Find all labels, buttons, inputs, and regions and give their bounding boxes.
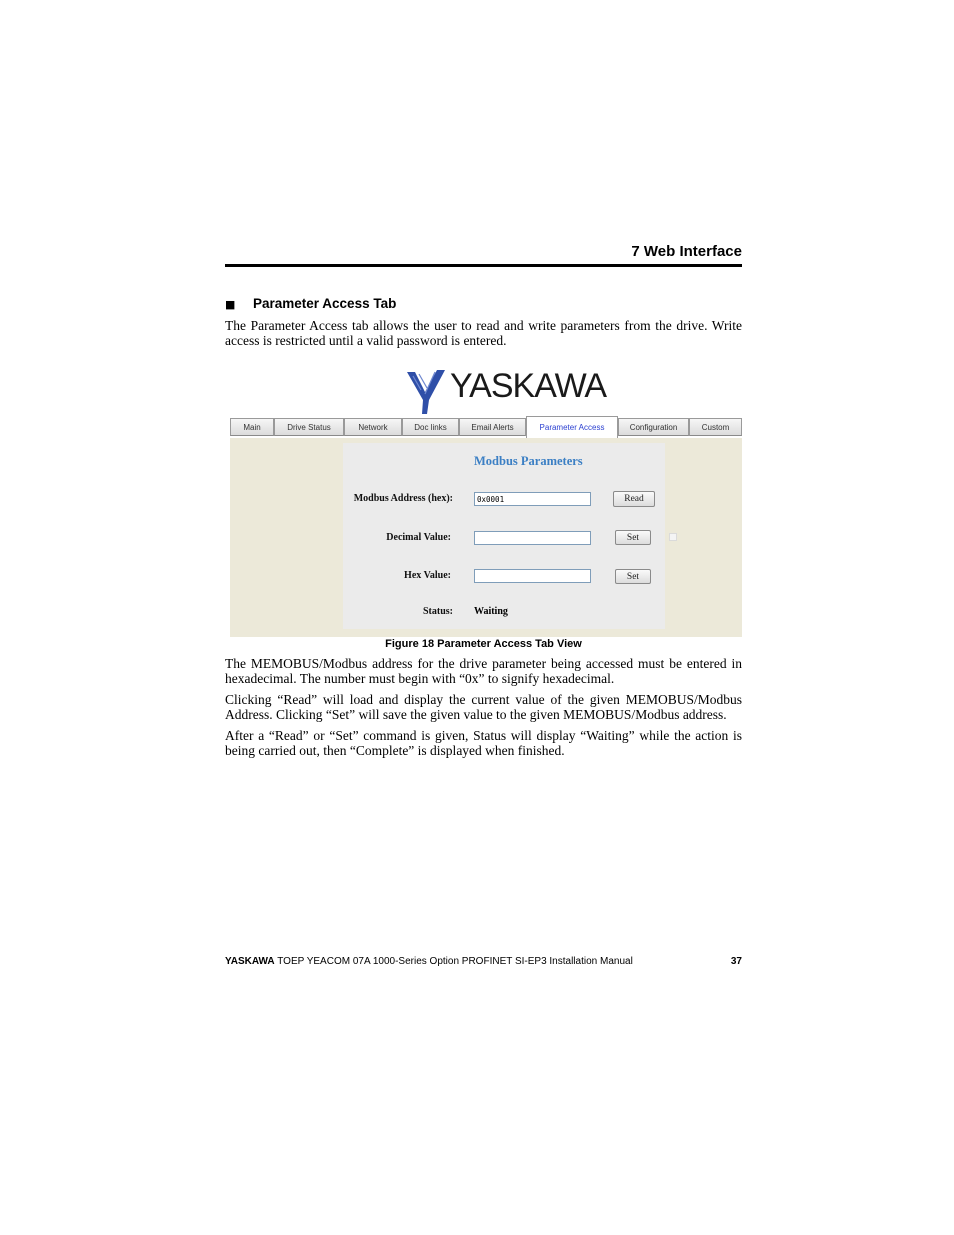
page-footer <box>225 956 633 967</box>
decimal-value-input[interactable] <box>474 531 591 545</box>
tab-custom[interactable]: Custom <box>689 418 742 436</box>
read-button[interactable]: Read <box>613 491 655 507</box>
tab-email-alerts[interactable]: Email Alerts <box>459 418 526 436</box>
set-decimal-button[interactable]: Set <box>615 530 651 545</box>
tab-main[interactable]: Main <box>230 418 274 436</box>
footer-brand: YASKAWA <box>225 956 275 967</box>
modbus-parameters-title: Modbus Parameters <box>474 454 583 468</box>
hex-value-input[interactable] <box>474 569 591 583</box>
hex-value-label: Hex Value: <box>404 570 451 581</box>
paragraph-status: After a “Read” or “Set” command is given, Status will display “Waiting” while the action is being carried out, then “Complete” is displayed when finished. <box>225 728 742 758</box>
status-value: Waiting <box>474 606 508 617</box>
decimal-value-label: Decimal Value: <box>386 532 451 543</box>
paragraph-address-format: The MEMOBUS/Modbus address for the drive parameter being accessed must be entered in hexadecimal. The number must begin with “0x” to signify hexadecimal. <box>225 656 742 686</box>
figure-caption: Figure 18 Parameter Access Tab View <box>385 638 582 650</box>
decorative-square <box>669 533 677 541</box>
intro-paragraph: The Parameter Access tab allows the user to read and write parameters from the drive. Write access is restricted until a valid password is entered. <box>225 318 742 348</box>
page-number: 37 <box>730 956 742 967</box>
section-header: 7 Web Interface <box>631 243 742 260</box>
modbus-address-input[interactable] <box>474 492 591 506</box>
tab-parameter-access[interactable]: Parameter Access <box>526 416 618 438</box>
square-bullet-icon: ■ <box>225 298 236 311</box>
tab-network[interactable]: Network <box>344 418 402 436</box>
yaskawa-logo-text: YASKAWA <box>450 367 607 405</box>
tab-configuration[interactable]: Configuration <box>618 418 689 436</box>
tab-drive-status[interactable]: Drive Status <box>274 418 344 436</box>
set-hex-button[interactable]: Set <box>615 569 651 584</box>
modbus-address-label: Modbus Address (hex): <box>353 493 453 504</box>
paragraph-read-set: Clicking “Read” will load and display the current value of the given MEMOBUS/Modbus Address. Clicking “Set” will save the given value to the given MEMOBUS/Modbus address. <box>225 692 742 722</box>
subsection-title: Parameter Access Tab <box>253 296 397 311</box>
status-label: Status: <box>422 606 453 617</box>
footer-manual-title: TOEP YEACOM 07A 1000-Series Option PROFINET SI-EP3 Installation Manual <box>274 956 633 967</box>
section-divider <box>225 264 742 267</box>
tab-doc-links[interactable]: Doc links <box>402 418 459 436</box>
tab-bar <box>230 416 742 438</box>
